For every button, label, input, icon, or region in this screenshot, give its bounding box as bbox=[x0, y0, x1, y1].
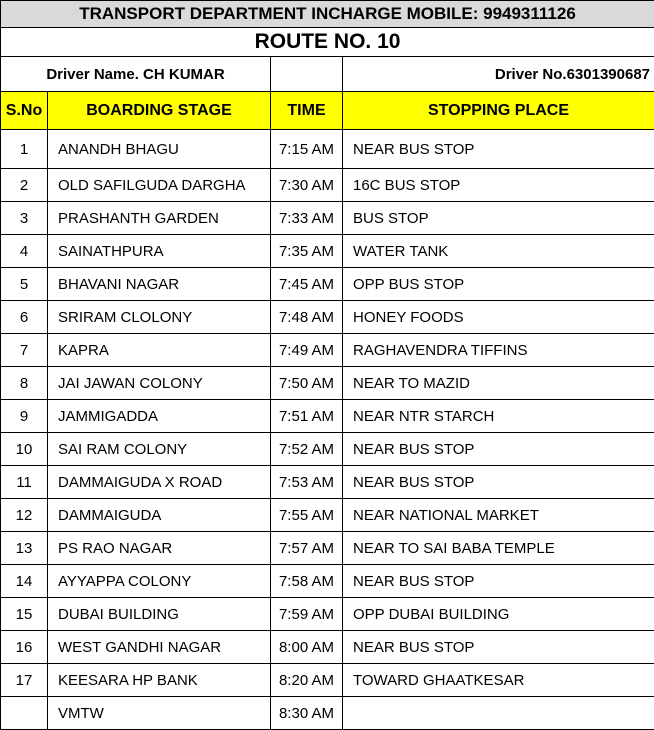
route-row bbox=[1, 28, 654, 57]
column-header-sno: S.No bbox=[1, 92, 48, 130]
cell-place: BUS STOP bbox=[343, 202, 654, 235]
table-row bbox=[1, 433, 654, 466]
cell-place: NEAR BUS STOP bbox=[343, 130, 654, 169]
cell-stage: JAI JAWAN COLONY bbox=[48, 367, 271, 400]
cell-place: NEAR BUS STOP bbox=[343, 631, 654, 664]
cell-time: 7:15 AM bbox=[271, 130, 343, 169]
cell-place: NEAR BUS STOP bbox=[343, 565, 654, 598]
column-header-stage: BOARDING STAGE bbox=[48, 92, 271, 130]
cell-stage: SRIRAM CLOLONY bbox=[48, 301, 271, 334]
table-row bbox=[1, 400, 654, 433]
cell-sno: 3 bbox=[1, 202, 48, 235]
table-row bbox=[1, 466, 654, 499]
cell-stage: PRASHANTH GARDEN bbox=[48, 202, 271, 235]
column-header-time: TIME bbox=[271, 92, 343, 130]
cell-time: 8:00 AM bbox=[271, 631, 343, 664]
cell-stage: VMTW bbox=[48, 697, 271, 730]
cell-stage: SAINATHPURA bbox=[48, 235, 271, 268]
cell-sno: 5 bbox=[1, 268, 48, 301]
title-row bbox=[1, 1, 654, 28]
driver-spacer-cell bbox=[271, 57, 343, 92]
column-header-place: STOPPING PLACE bbox=[343, 92, 654, 130]
cell-time: 8:20 AM bbox=[271, 664, 343, 697]
table-row bbox=[1, 598, 654, 631]
table-row bbox=[1, 565, 654, 598]
cell-sno: 12 bbox=[1, 499, 48, 532]
cell-sno: 7 bbox=[1, 334, 48, 367]
cell-time: 7:55 AM bbox=[271, 499, 343, 532]
driver-number: Driver No.6301390687 bbox=[343, 57, 654, 92]
cell-stage: JAMMIGADDA bbox=[48, 400, 271, 433]
cell-sno: 16 bbox=[1, 631, 48, 664]
cell-place: OPP BUS STOP bbox=[343, 268, 654, 301]
cell-stage: KAPRA bbox=[48, 334, 271, 367]
cell-stage: SAI RAM COLONY bbox=[48, 433, 271, 466]
cell-time: 7:48 AM bbox=[271, 301, 343, 334]
department-title: TRANSPORT DEPARTMENT INCHARGE MOBILE: 9949311126 bbox=[1, 1, 654, 28]
table-row bbox=[1, 301, 654, 334]
cell-place: 16C BUS STOP bbox=[343, 169, 654, 202]
cell-sno: 10 bbox=[1, 433, 48, 466]
cell-sno: 1 bbox=[1, 130, 48, 169]
cell-place: NEAR TO SAI BABA TEMPLE bbox=[343, 532, 654, 565]
table-row bbox=[1, 664, 654, 697]
cell-stage: PS RAO NAGAR bbox=[48, 532, 271, 565]
table-row bbox=[1, 268, 654, 301]
cell-place: NEAR TO MAZID bbox=[343, 367, 654, 400]
cell-place: NEAR NTR STARCH bbox=[343, 400, 654, 433]
cell-sno: 15 bbox=[1, 598, 48, 631]
table-row bbox=[1, 169, 654, 202]
cell-place: NEAR BUS STOP bbox=[343, 466, 654, 499]
cell-stage: AYYAPPA COLONY bbox=[48, 565, 271, 598]
cell-stage: DAMMAIGUDA bbox=[48, 499, 271, 532]
driver-row bbox=[1, 57, 654, 92]
cell-place: HONEY FOODS bbox=[343, 301, 654, 334]
cell-stage: BHAVANI NAGAR bbox=[48, 268, 271, 301]
table-row bbox=[1, 202, 654, 235]
cell-place: TOWARD GHAATKESAR bbox=[343, 664, 654, 697]
cell-time: 7:49 AM bbox=[271, 334, 343, 367]
table-row bbox=[1, 631, 654, 664]
cell-time: 7:50 AM bbox=[271, 367, 343, 400]
cell-sno: 8 bbox=[1, 367, 48, 400]
cell-stage: OLD SAFILGUDA DARGHA bbox=[48, 169, 271, 202]
table-row bbox=[1, 697, 654, 730]
cell-sno bbox=[1, 697, 48, 730]
cell-time: 7:35 AM bbox=[271, 235, 343, 268]
cell-sno: 11 bbox=[1, 466, 48, 499]
cell-time: 7:53 AM bbox=[271, 466, 343, 499]
cell-sno: 2 bbox=[1, 169, 48, 202]
cell-place: WATER TANK bbox=[343, 235, 654, 268]
cell-place bbox=[343, 697, 654, 730]
cell-sno: 4 bbox=[1, 235, 48, 268]
cell-place: NEAR NATIONAL MARKET bbox=[343, 499, 654, 532]
cell-time: 7:45 AM bbox=[271, 268, 343, 301]
cell-time: 7:33 AM bbox=[271, 202, 343, 235]
route-number: ROUTE NO. 10 bbox=[1, 28, 654, 57]
table-row bbox=[1, 532, 654, 565]
cell-time: 8:30 AM bbox=[271, 697, 343, 730]
cell-time: 7:30 AM bbox=[271, 169, 343, 202]
cell-place: OPP DUBAI BUILDING bbox=[343, 598, 654, 631]
table-row bbox=[1, 499, 654, 532]
cell-place: NEAR BUS STOP bbox=[343, 433, 654, 466]
cell-time: 7:59 AM bbox=[271, 598, 343, 631]
cell-time: 7:57 AM bbox=[271, 532, 343, 565]
table-row bbox=[1, 334, 654, 367]
cell-sno: 17 bbox=[1, 664, 48, 697]
driver-name: Driver Name. CH KUMAR bbox=[1, 57, 271, 92]
table-row bbox=[1, 367, 654, 400]
cell-time: 7:52 AM bbox=[271, 433, 343, 466]
cell-sno: 14 bbox=[1, 565, 48, 598]
column-header-row bbox=[1, 92, 654, 130]
cell-stage: KEESARA HP BANK bbox=[48, 664, 271, 697]
cell-sno: 6 bbox=[1, 301, 48, 334]
cell-stage: ANANDH BHAGU bbox=[48, 130, 271, 169]
cell-stage: DUBAI BUILDING bbox=[48, 598, 271, 631]
table-row bbox=[1, 130, 654, 169]
cell-stage: DAMMAIGUDA X ROAD bbox=[48, 466, 271, 499]
cell-time: 7:51 AM bbox=[271, 400, 343, 433]
cell-sno: 9 bbox=[1, 400, 48, 433]
cell-sno: 13 bbox=[1, 532, 48, 565]
table-row bbox=[1, 235, 654, 268]
cell-stage: WEST GANDHI NAGAR bbox=[48, 631, 271, 664]
cell-place: RAGHAVENDRA TIFFINS bbox=[343, 334, 654, 367]
cell-time: 7:58 AM bbox=[271, 565, 343, 598]
